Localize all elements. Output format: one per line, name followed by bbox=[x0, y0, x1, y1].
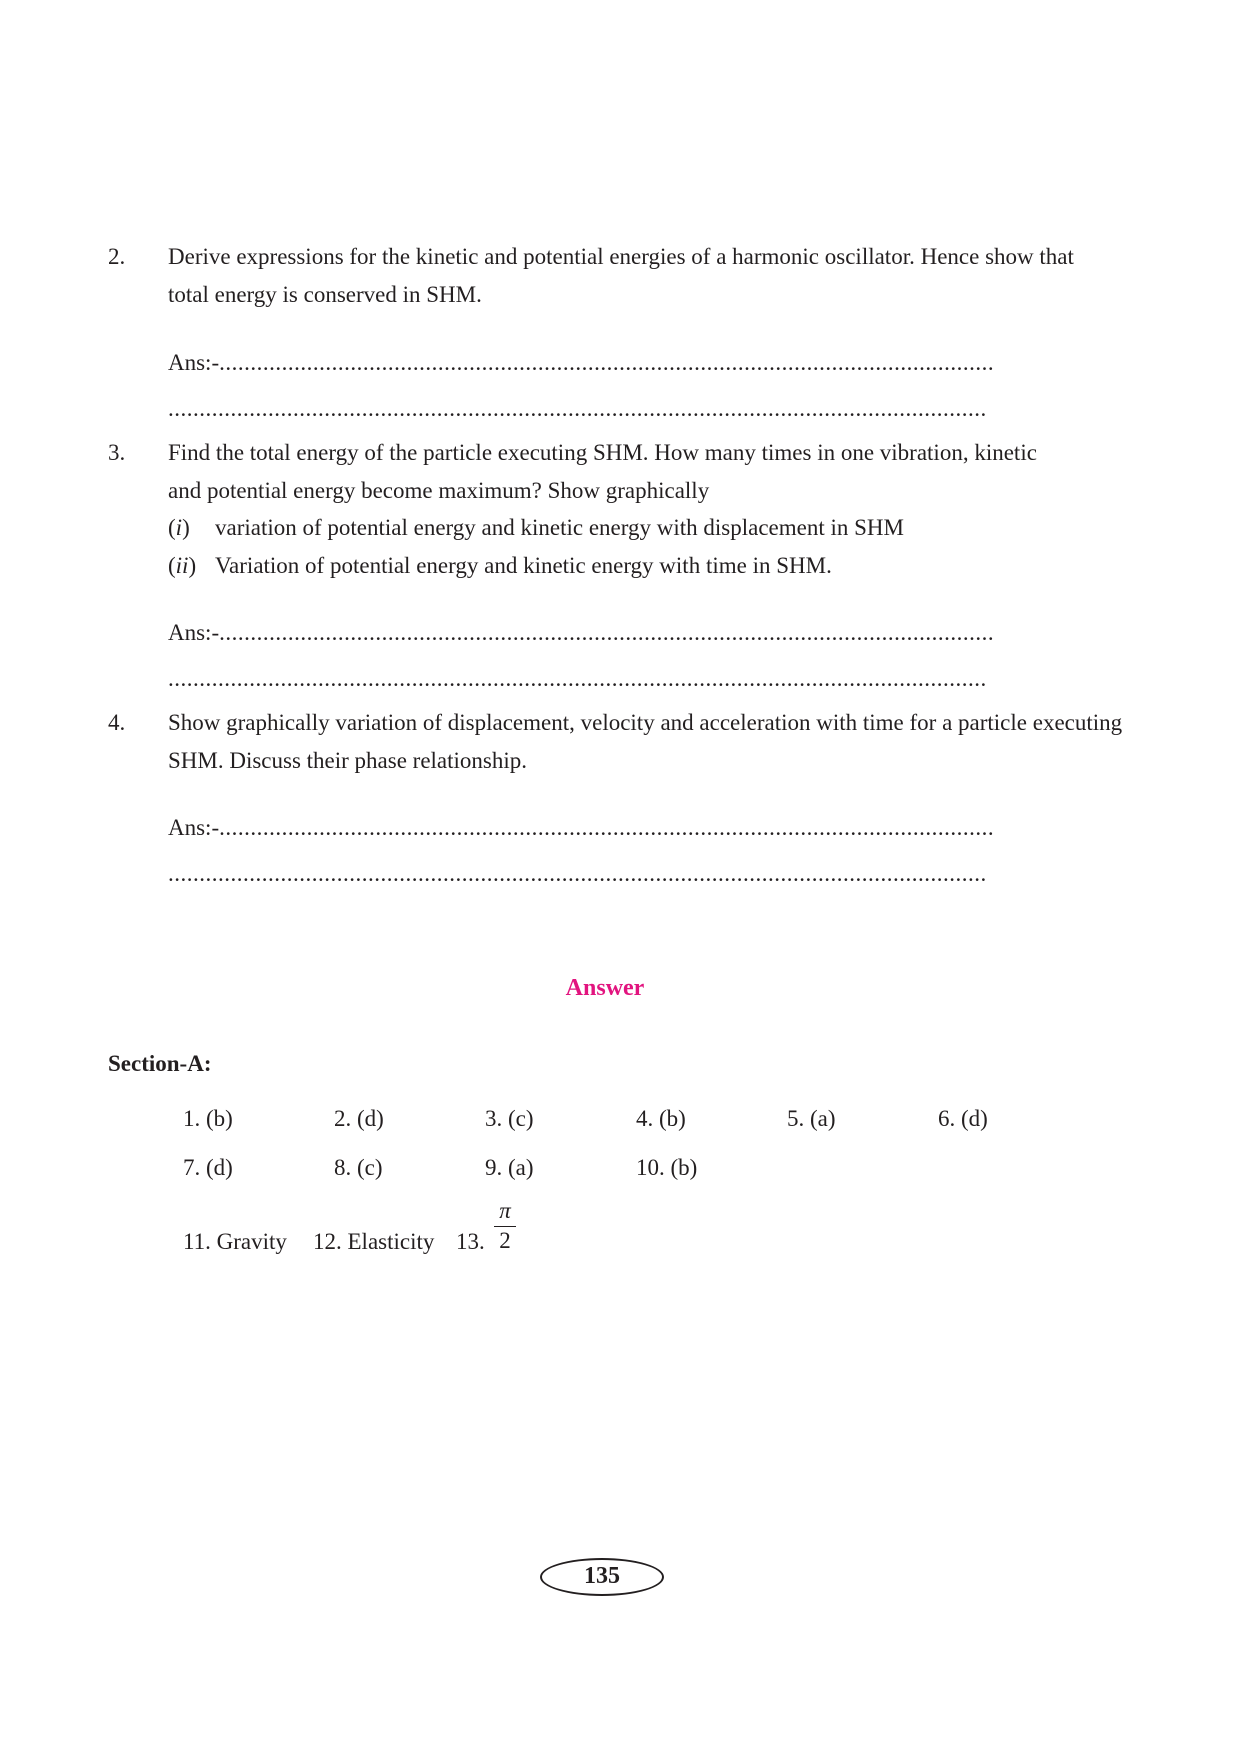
sub-item-numeral: (i) bbox=[168, 515, 190, 540]
fraction-denominator: 2 bbox=[499, 1228, 511, 1253]
question-number: 4. bbox=[108, 710, 126, 735]
fraction-numerator: π bbox=[499, 1198, 511, 1223]
question-number: 2. bbox=[108, 244, 126, 269]
sub-item-text: Variation of potential energy and kinetic energy with time in SHM. bbox=[215, 553, 832, 578]
answer-dots: ............................................................................................................................ bbox=[219, 815, 995, 840]
answer-key-item: 11. Gravity bbox=[183, 1229, 287, 1254]
answer-dots: ............................................................................................................................ bbox=[219, 350, 995, 375]
answer-dots: ................................................................................................................................... bbox=[168, 861, 987, 886]
answer-line bbox=[168, 390, 1048, 428]
question-text-line: SHM. Discuss their phase relationship. bbox=[168, 748, 528, 773]
answer-dots: ................................................................................................................................... bbox=[168, 396, 987, 421]
answer-line bbox=[168, 809, 1048, 847]
question-text-line: Show graphically variation of displacement, velocity and acceleration with time for a particle executing bbox=[168, 710, 1123, 735]
answer-key-item: 2. (d) bbox=[334, 1106, 384, 1131]
answer-key-item: 5. (a) bbox=[787, 1106, 836, 1131]
question-text-line: Find the total energy of the particle executing SHM. How many times in one vibration, kinetic bbox=[168, 440, 1037, 465]
answer-key-item: 8. (c) bbox=[334, 1155, 383, 1180]
answer-key-item: 9. (a) bbox=[485, 1155, 534, 1180]
answer-dots: ............................................................................................................................ bbox=[219, 620, 995, 645]
fraction-pi-over-2 bbox=[492, 1196, 518, 1255]
answer-key-item: 3. (c) bbox=[485, 1106, 534, 1131]
question-text-line: and potential energy become maximum? Show graphically bbox=[168, 478, 710, 503]
roman-numeral: i bbox=[175, 515, 183, 540]
question-text-line: Derive expressions for the kinetic and potential energies of a harmonic oscillator. Hence show that bbox=[168, 244, 1074, 269]
sub-item-numeral: (ii) bbox=[168, 553, 197, 578]
answer-line bbox=[168, 660, 1048, 698]
answer-key-item: 13. bbox=[456, 1229, 485, 1254]
answer-prefix: Ans:- bbox=[168, 620, 220, 645]
answer-key-item: 7. (d) bbox=[183, 1155, 233, 1180]
answer-dots: ................................................................................................................................... bbox=[168, 666, 987, 691]
answer-line bbox=[168, 855, 1048, 893]
answer-heading: Answer bbox=[565, 975, 645, 1001]
answer-key-item: 4. (b) bbox=[636, 1106, 686, 1131]
page-number: 135 bbox=[540, 1558, 664, 1596]
sub-item-text: variation of potential energy and kinetic energy with displacement in SHM bbox=[215, 515, 904, 540]
answer-line bbox=[168, 614, 1048, 652]
answer-key-item: 6. (d) bbox=[938, 1106, 988, 1131]
answer-prefix: Ans:- bbox=[168, 350, 220, 375]
question-number: 3. bbox=[108, 440, 126, 465]
answer-key-item: 1. (b) bbox=[183, 1106, 233, 1131]
answer-key-item: 12. Elasticity bbox=[313, 1229, 435, 1254]
section-title: Section-A: bbox=[108, 1051, 212, 1076]
answer-line bbox=[168, 344, 1048, 382]
question-text-line: total energy is conserved in SHM. bbox=[168, 282, 482, 307]
answer-key-item: 10. (b) bbox=[636, 1155, 698, 1180]
roman-numeral: ii bbox=[175, 553, 189, 578]
answer-prefix: Ans:- bbox=[168, 815, 220, 840]
